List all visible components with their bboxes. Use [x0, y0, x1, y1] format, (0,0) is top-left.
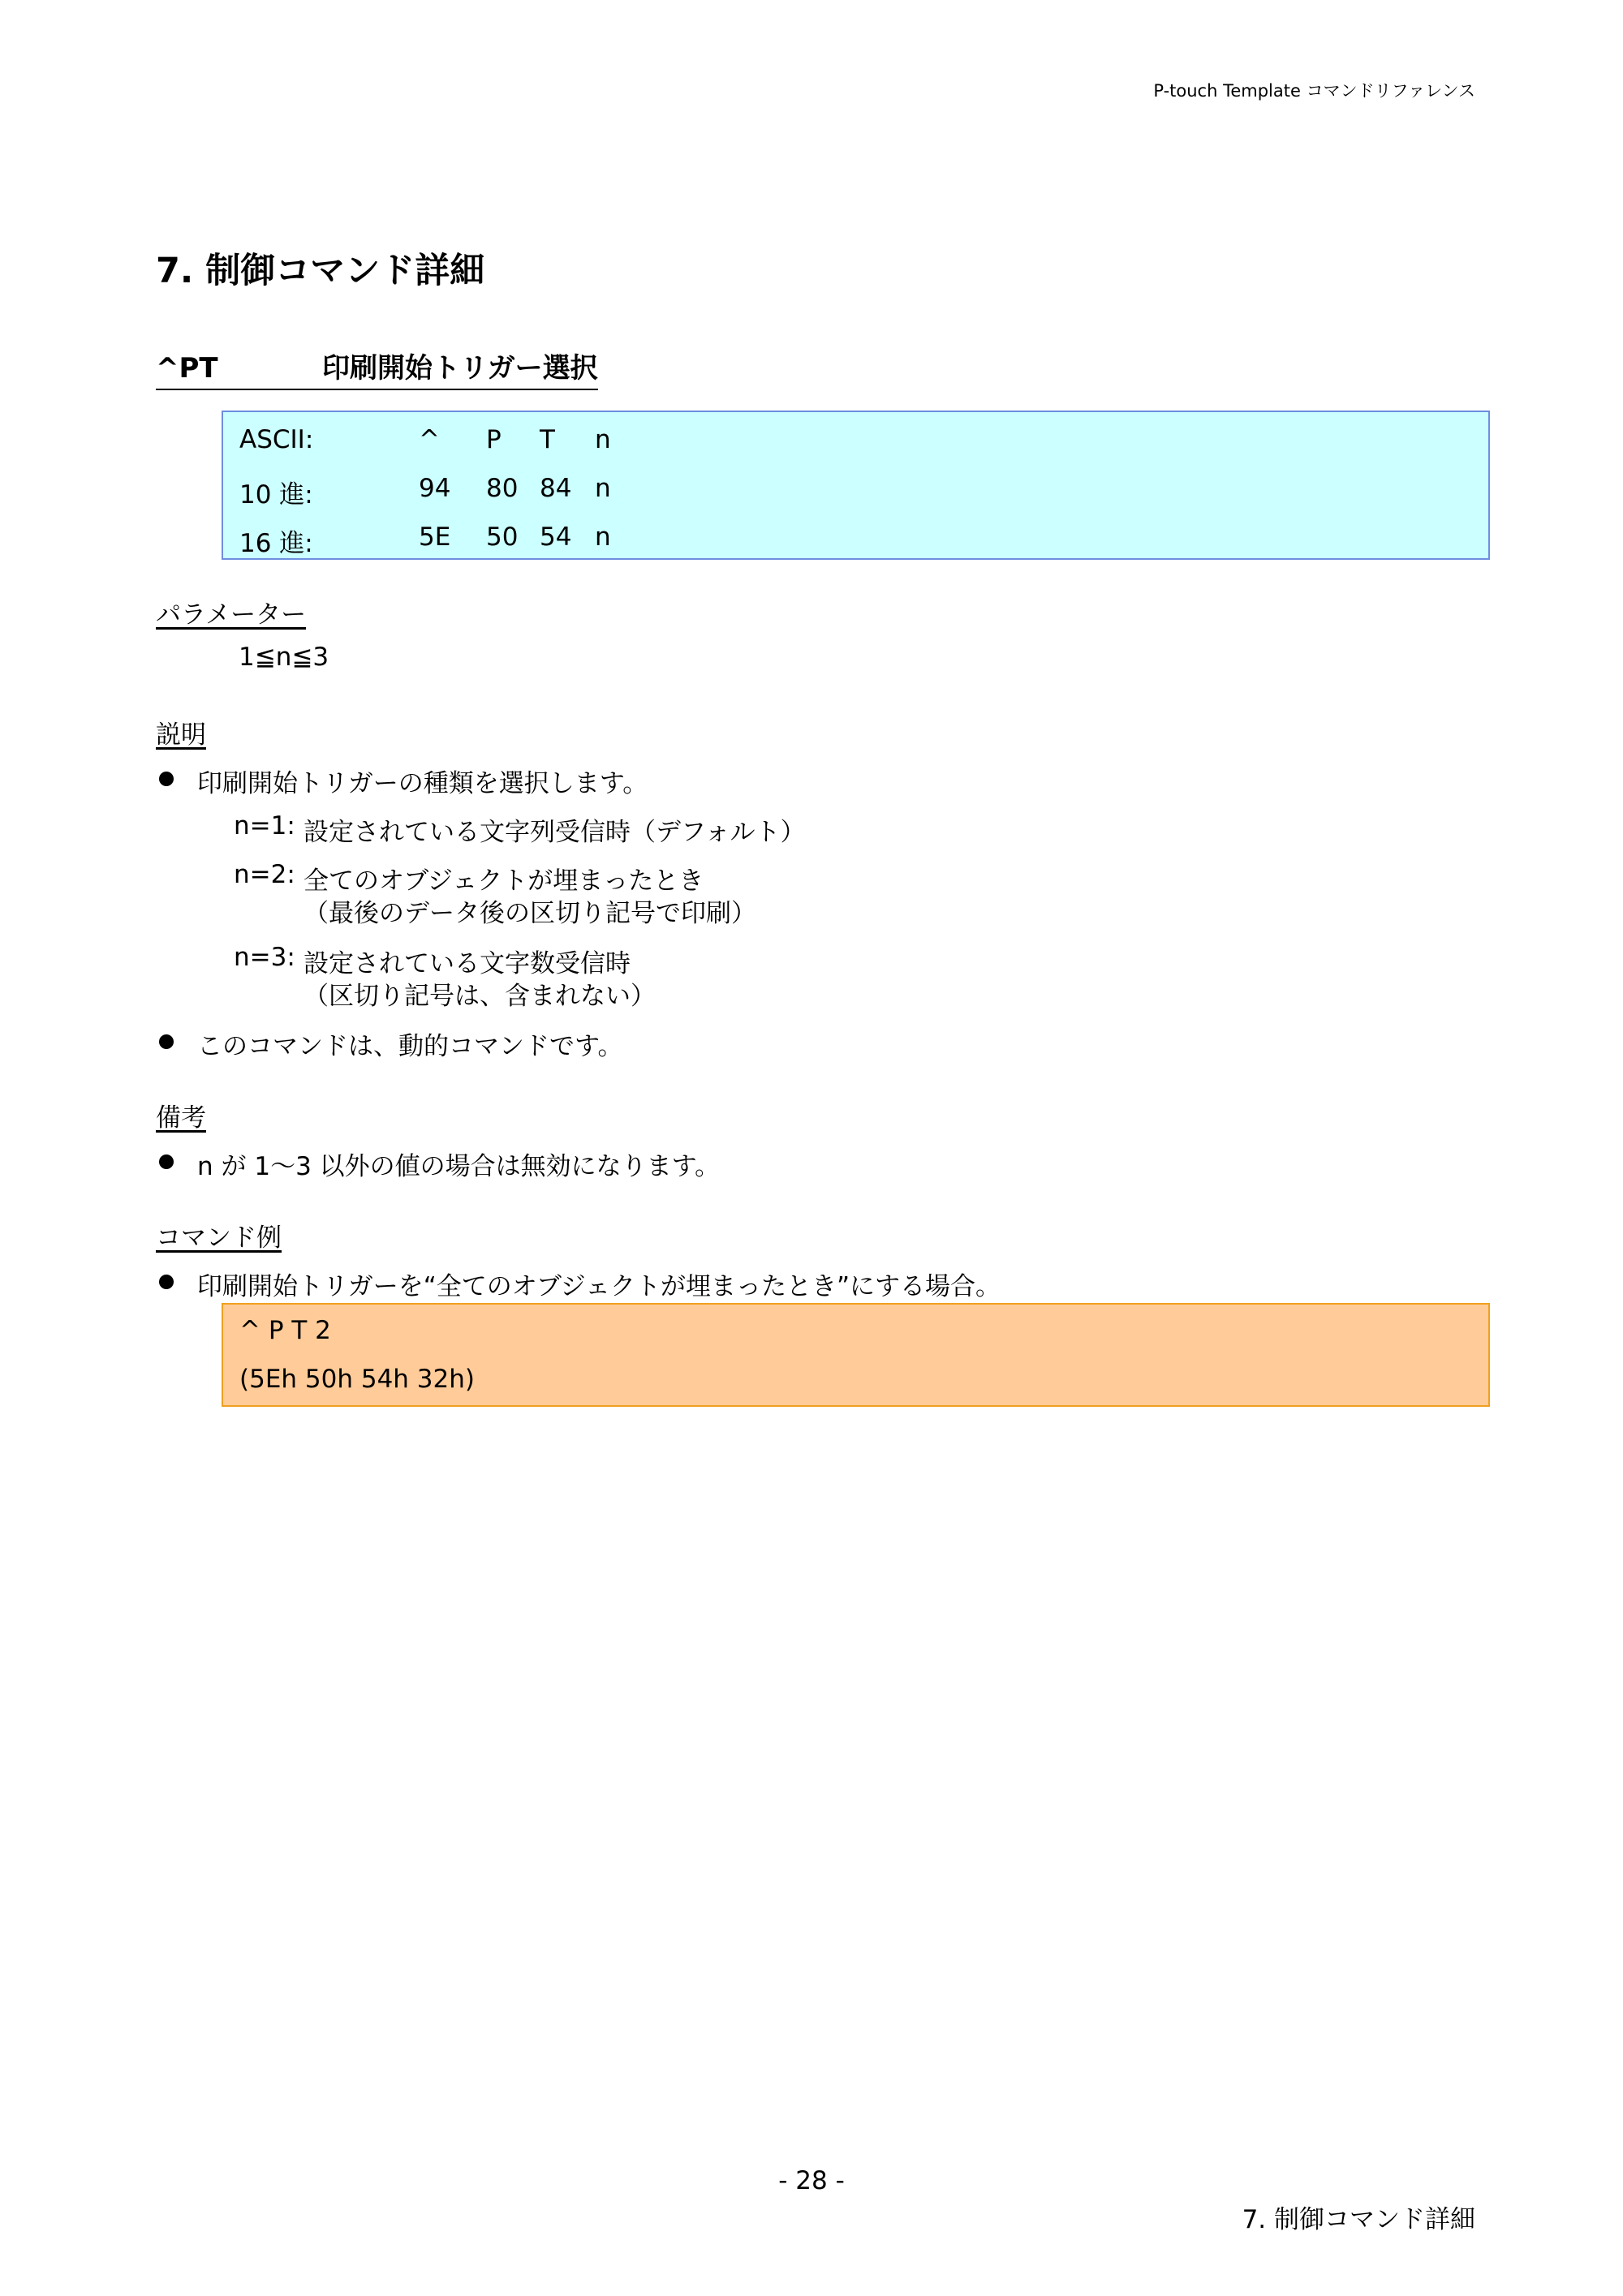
description-text: このコマンドは、動的コマンドです。	[197, 1032, 623, 1061]
option-text: 設定されている文字列受信時（デフォルト）	[304, 818, 806, 847]
codes-cell: T	[540, 425, 555, 454]
option-text: 全てのオブジェクトが埋まったとき	[304, 866, 704, 896]
codes-cell: 5E	[419, 522, 451, 552]
remarks-text: n が 1～3 以外の値の場合は無効になります。	[197, 1152, 721, 1181]
command-heading-underline	[156, 389, 598, 390]
command-code: ^PT	[156, 352, 218, 385]
description-heading: 説明	[156, 720, 206, 750]
codes-cell: ^	[419, 425, 440, 454]
parameter-range: 1≦n≦3	[239, 643, 329, 672]
bullet-icon	[159, 1034, 174, 1049]
option-key: n=2:	[234, 860, 295, 889]
example-command: ^ P T 2	[239, 1316, 331, 1345]
example-hex: (5Eh 50h 54h 32h)	[239, 1365, 475, 1394]
option-note: （区切り記号は、含まれない）	[304, 982, 656, 1011]
running-header: P-touch Template コマンドリファレンス	[1153, 81, 1475, 101]
codes-cell: 50	[486, 522, 519, 552]
footer-section: 7. 制御コマンド詳細	[1242, 2205, 1475, 2234]
codes-cell: 54	[540, 522, 572, 552]
codes-cell: n	[595, 425, 611, 454]
chapter-title: 7. 制御コマンド詳細	[156, 251, 485, 291]
codes-label: 16 進:	[239, 529, 313, 558]
page-number: - 28 -	[778, 2166, 845, 2195]
option-text: 設定されている文字数受信時	[304, 949, 631, 978]
codes-cell: 80	[486, 474, 519, 503]
codes-label: 10 進:	[239, 480, 313, 510]
example-text: 印刷開始トリガーを“全てのオブジェクトが埋まったとき”にする場合。	[197, 1272, 1001, 1301]
codes-cell: 94	[419, 474, 451, 503]
codes-cell: P	[486, 425, 502, 454]
command-heading	[156, 346, 598, 385]
codes-cell: 84	[540, 474, 572, 503]
parameter-heading: パラメーター	[156, 600, 307, 630]
bullet-icon	[159, 1154, 174, 1169]
option-note: （最後のデータ後の区切り記号で印刷）	[304, 899, 756, 928]
bullet-icon	[159, 1275, 174, 1289]
codes-box	[222, 411, 1490, 560]
example-box	[222, 1303, 1490, 1407]
description-text: 印刷開始トリガーの種類を選択します。	[197, 769, 648, 798]
example-heading: コマンド例	[156, 1223, 282, 1253]
bullet-icon	[159, 772, 174, 786]
option-key: n=1:	[234, 811, 295, 841]
codes-label: ASCII:	[239, 425, 314, 454]
remarks-heading: 備考	[156, 1103, 206, 1133]
codes-cell: n	[595, 522, 611, 552]
command-name: 印刷開始トリガー選択	[322, 352, 598, 385]
codes-cell: n	[595, 474, 611, 503]
option-key: n=3:	[234, 943, 295, 972]
